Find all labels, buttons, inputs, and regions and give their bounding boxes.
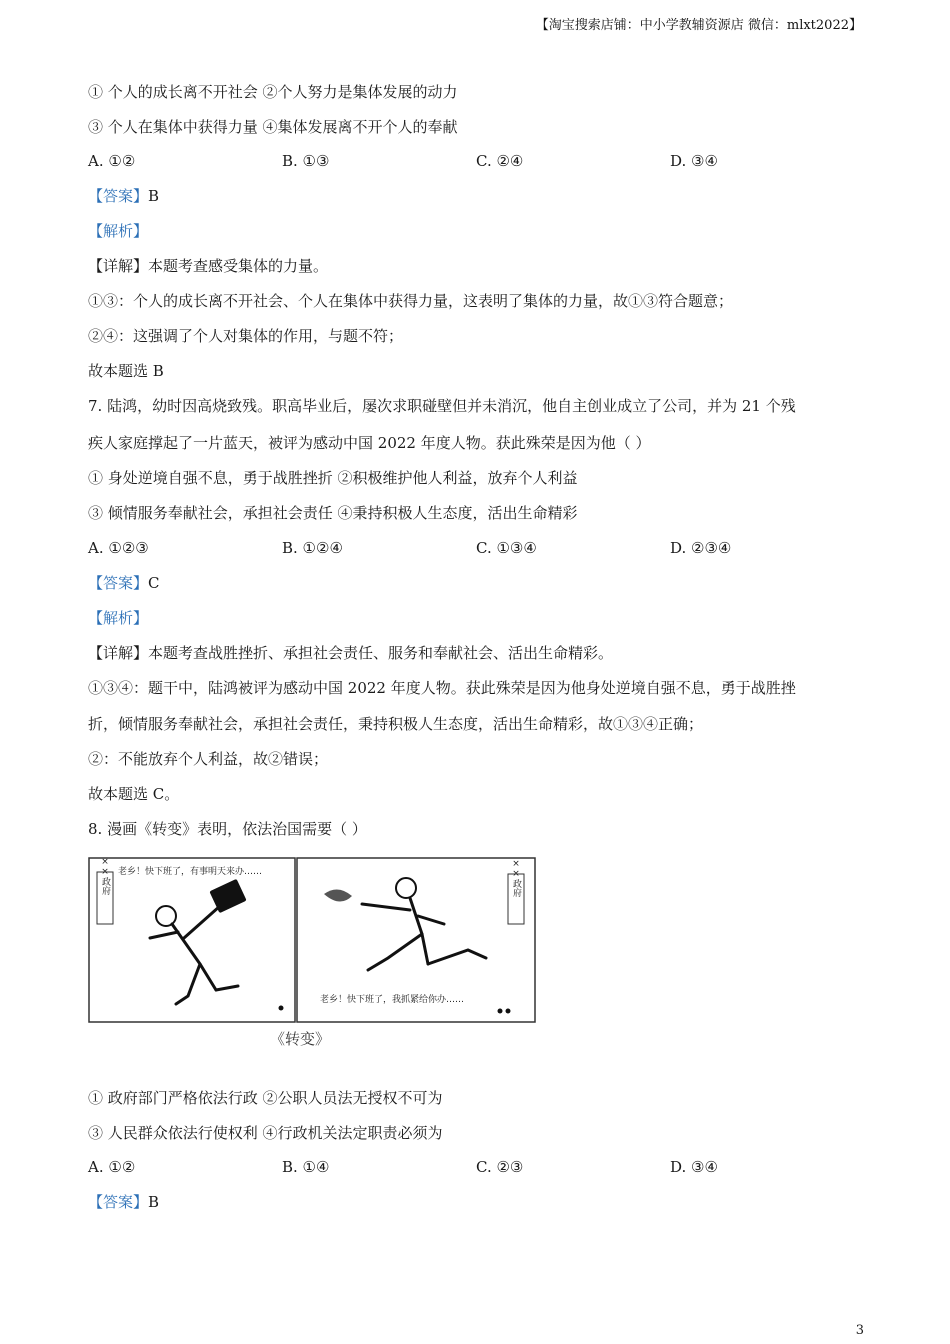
right-speech-text: 老乡！快下班了，我抓紧给你办…… [320,995,465,1005]
detail-tag: 【详解】 [88,644,149,662]
cartoon-left-panel [89,858,295,1022]
left-panel-dot [279,1006,284,1011]
left-sign-text: ××政府 [100,857,110,895]
page-header: 【淘宝搜索店铺：中小学教辅资源店 微信：mlxt2022】 [535,18,862,33]
detail-text: 本题考查战胜挫折、承担社会责任、服务和奉献社会、活出生命精彩。 [148,644,614,662]
q8-option-d: D. ③④ [670,1158,718,1176]
right-panel-dot-2 [506,1009,511,1014]
q7-option-b: B. ①②④ [282,539,343,557]
answer-tag: 【答案】 [88,574,149,592]
q7-explain-2: 折，倾情服务奉献社会，承担社会责任，秉持积极人生态度，活出生命精彩，故①③④正确； [88,715,704,733]
q7-detail [88,643,613,663]
q6-option-c: C. ②④ [476,152,524,170]
cartoon-transformation [88,854,538,1054]
q6-detail [88,256,328,276]
q8-option-a: A. ①② [88,1158,136,1176]
detail-text: 本题考查感受集体的力量。 [148,257,329,275]
q8-stem: 8. 漫画《转变》表明，依法治国需要（ ） [88,820,367,838]
q6-explain-1: ①③：个人的成长离不开社会、个人在集体中获得力量，这表明了集体的力量，故①③符合题意； [88,292,734,310]
detail-tag: 【详解】 [88,257,149,275]
q8-option-b: B. ①④ [282,1158,330,1176]
cartoon-caption: 《转变》 [269,1030,331,1048]
right-sign-text: ××政府 [511,859,521,897]
q7-analysis-tag: 【解析】 [88,609,149,627]
q7-option-a: A. ①②③ [88,539,149,557]
q8-statement-2: ③ 人民群众依法行使权利 ④行政机关法定职责必须为 [88,1124,443,1142]
q6-option-d: D. ③④ [670,152,718,170]
q7-stem-1: 7. 陆鸿，幼时因高烧致残。职高毕业后，屡次求职碰壁但并未消沉，他自主创业成立了公司，并为 21 个残 [88,397,796,415]
right-panel-dot-1 [498,1009,503,1014]
answer-value: C [148,574,160,592]
answer-value: B [148,1193,160,1211]
q7-answer [88,573,160,593]
q8-answer [88,1192,159,1212]
q7-explain-3: ②：不能放弃个人利益，故②错误； [88,750,329,768]
page-number: 3 [855,1323,864,1338]
answer-value: B [148,187,160,205]
q7-option-c: C. ①③④ [476,539,537,557]
q6-answer [88,186,159,206]
q8-statement-1: ① 政府部门严格依法行政 ②公职人员法无授权不可为 [88,1089,443,1107]
q7-stem-2: 疾人家庭撑起了一片蓝天，被评为感动中国 2022 年度人物。获此殊荣是因为他（ ） [88,434,651,452]
q6-option-b: B. ①③ [282,152,330,170]
answer-tag: 【答案】 [88,1193,149,1211]
q7-statement-1: ① 身处逆境自强不息，勇于战胜挫折 ②积极维护他人利益，放弃个人利益 [88,469,578,487]
q7-statement-2: ③ 倾情服务奉献社会，承担社会责任 ④秉持积极人生态度，活出生命精彩 [88,504,578,522]
q6-statement-1: ① 个人的成长离不开社会 ②个人努力是集体发展的动力 [88,83,458,101]
q6-statement-2: ③ 个人在集体中获得力量 ④集体发展离不开个人的奉献 [88,118,458,136]
q8-option-c: C. ②③ [476,1158,524,1176]
left-speech-text: 老乡！快下班了，有事明天来办…… [118,867,263,877]
q6-analysis-tag: 【解析】 [88,222,149,240]
q7-explain-4: 故本题选 C。 [88,785,180,803]
q7-explain-1: ①③④：题干中，陆鸿被评为感动中国 2022 年度人物。获此殊荣是因为他身处逆境自强不息，勇于战胜挫 [88,679,796,697]
answer-tag: 【答案】 [88,187,149,205]
q7-option-d: D. ②③④ [670,539,732,557]
q6-option-a: A. ①② [88,152,136,170]
q6-explain-3: 故本题选 B [88,362,164,380]
q6-explain-2: ②④：这强调了个人对集体的作用，与题不符； [88,327,404,345]
